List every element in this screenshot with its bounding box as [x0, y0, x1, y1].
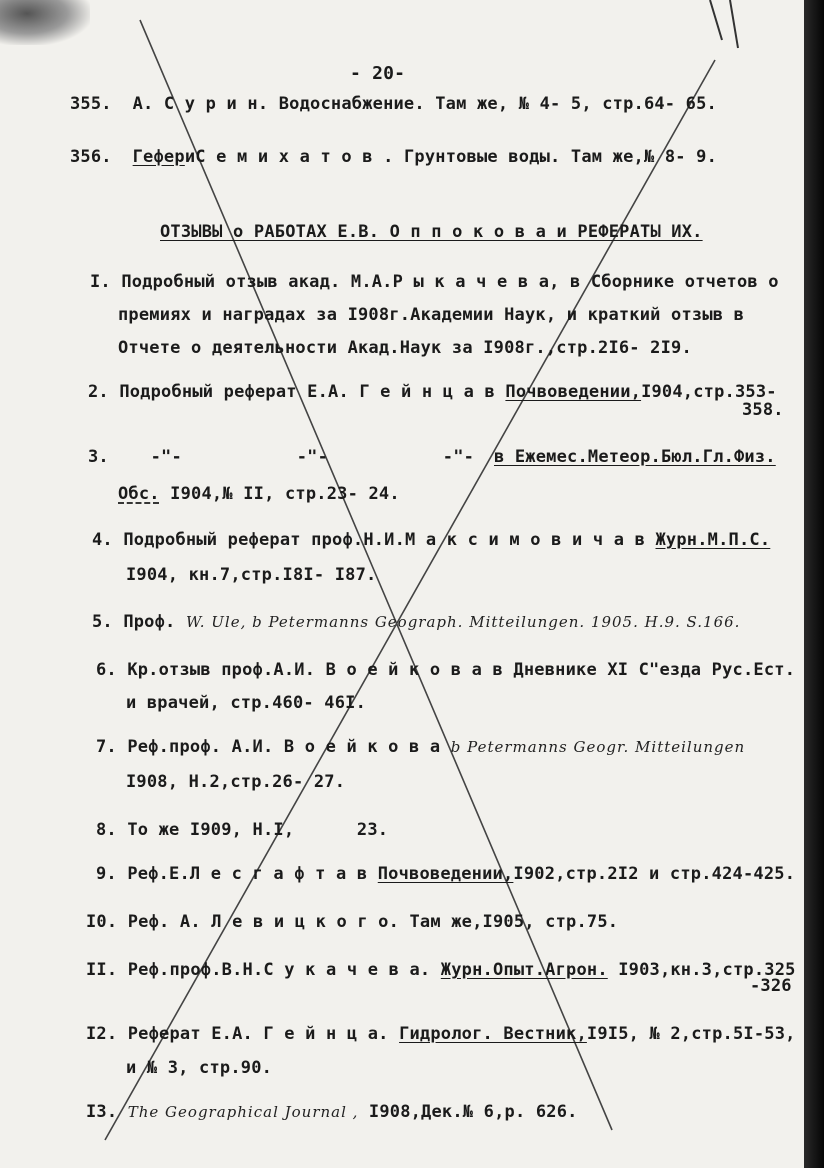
review-ditto: -"- -"- -"-: [150, 447, 475, 467]
handwritten-note: b Petermanns Geogr. Mitteilungen: [450, 738, 746, 756]
entry-355: [70, 94, 717, 114]
review-12-line-2: и № 3, стр.90.: [126, 1058, 273, 1078]
review-2: [88, 382, 777, 402]
pen-mark-top-2: [730, 0, 738, 48]
review-number: I0.: [86, 912, 118, 932]
review-journal: в Ежемес.Метеор.Бюл.Гл.Физ.: [494, 447, 776, 467]
review-journal: Журн.Опыт.Агрон.: [440, 960, 608, 980]
entry-author-2: С е м и х а т о в .: [195, 147, 394, 167]
review-6: [96, 660, 795, 680]
review-journal-cont: Обс.: [118, 484, 160, 504]
entry-connector: и: [184, 147, 196, 167]
review-number: 7.: [96, 737, 117, 757]
review-text: Реф.проф.В.Н.С у к а ч е в а.: [127, 960, 441, 980]
review-text: Подробный реферат Е.А. Г е й н ц а в: [119, 382, 506, 402]
entry-text: Грунтовые воды. Там же,№ 8- 9.: [403, 147, 717, 167]
pen-mark-top: [710, 0, 722, 40]
review-number: I3.: [86, 1102, 118, 1122]
review-13: [86, 1102, 578, 1122]
review-text-post: I908,Дек.№ 6,р. 626.: [358, 1102, 578, 1122]
review-1: [90, 272, 779, 292]
entry-number: 356.: [70, 147, 112, 167]
review-number: 6.: [96, 660, 117, 680]
review-4-line-2: I904, кн.7,стр.I8I- I87.: [126, 565, 377, 585]
review-journal: Почвоведении,: [505, 382, 642, 402]
entry-author: А. С у р и н.: [132, 94, 269, 114]
review-number: 2.: [88, 382, 109, 402]
review-3-journal: [494, 447, 776, 467]
review-10: [86, 912, 618, 932]
review-text: То же I909, Н.I, 23.: [127, 820, 389, 840]
review-text-post: I902,стр.2I2 и стр.424-425.: [513, 864, 796, 884]
review-number: 4.: [92, 530, 113, 550]
review-text-post: I903,кн.3,стр.325: [607, 960, 796, 980]
review-11: [86, 960, 796, 980]
review-text: Подробный реферат проф.Н.И.М а к с и м о в и ч а в: [123, 530, 656, 550]
review-text-post: I904,стр.353-: [641, 382, 777, 402]
handwritten-note: The Geographical Journal ,: [127, 1103, 359, 1121]
review-3-line-2: [118, 484, 400, 504]
section-title: ОТЗЫВЫ о РАБОТАХ Е.В. О п п о к о в а и РЕФЕРАТЫ ИХ.: [160, 222, 703, 242]
review-3: [88, 447, 474, 467]
review-text: Реф.Е.Л е с г а ф т а в: [127, 864, 378, 884]
review-12: [86, 1024, 796, 1044]
review-1-line-2: премиях и наградах за I908г.Академии Наук, и краткий отзыв в: [118, 305, 745, 325]
review-text: Кр.отзыв проф.А.И. В о е й к о в а в Дневнике XI С"езда Рус.Ест.: [127, 660, 796, 680]
review-text: I904,№ II, стр.23- 24.: [159, 484, 400, 504]
review-text: Проф.: [123, 612, 176, 632]
entry-text: Водоснабжение. Там же, № 4- 5, стр.64- 65.: [278, 94, 717, 114]
review-number: 5.: [92, 612, 113, 632]
review-number: I2.: [86, 1024, 118, 1044]
entry-356: [70, 147, 717, 167]
review-9: [96, 864, 795, 884]
review-number: II.: [86, 960, 118, 980]
review-journal: Журн.М.П.С.: [655, 530, 771, 550]
review-5: [92, 612, 740, 632]
review-11-continuation: -326: [750, 976, 792, 996]
review-6-line-2: и врачей, стр.460- 46I.: [126, 693, 367, 713]
entry-author: Гефер: [132, 147, 185, 167]
review-text-post: I9I5, № 2,стр.5I-53,: [586, 1024, 796, 1044]
handwritten-note: W. Ule, b Petermanns Geograph. Mitteilungen. 1905. H.9. S.166.: [185, 613, 741, 631]
review-text: Реф.проф. А.И. В о е й к о в а: [127, 737, 441, 757]
page-number: - 20-: [350, 63, 406, 84]
review-number: 3.: [88, 447, 109, 467]
review-2-continuation: 358.: [742, 400, 784, 420]
review-journal: Почвоведении,: [377, 864, 514, 884]
entry-number: 355.: [70, 94, 112, 114]
scan-border: [804, 0, 824, 1168]
review-1-line-3: Отчете о деятельности Акад.Наук за I908г.,стр.2I6- 2I9.: [118, 338, 692, 358]
review-7-line-2: I908, Н.2,стр.26- 27.: [126, 772, 346, 792]
review-8: [96, 820, 388, 840]
review-number: 8.: [96, 820, 117, 840]
review-text: Реферат Е.А. Г е й н ц а.: [127, 1024, 400, 1044]
review-number: I.: [90, 272, 111, 292]
review-line: Подробный отзыв акад. М.А.Р ы к а ч е в а, в Сборнике отчетов о: [121, 272, 779, 292]
review-7: [96, 737, 745, 757]
review-number: 9.: [96, 864, 117, 884]
review-journal: Гидролог. Вестник,: [399, 1024, 587, 1044]
review-text: Реф. А. Л е в и ц к о г о. Там же,I905, стр.75.: [127, 912, 619, 932]
review-4: [92, 530, 770, 550]
